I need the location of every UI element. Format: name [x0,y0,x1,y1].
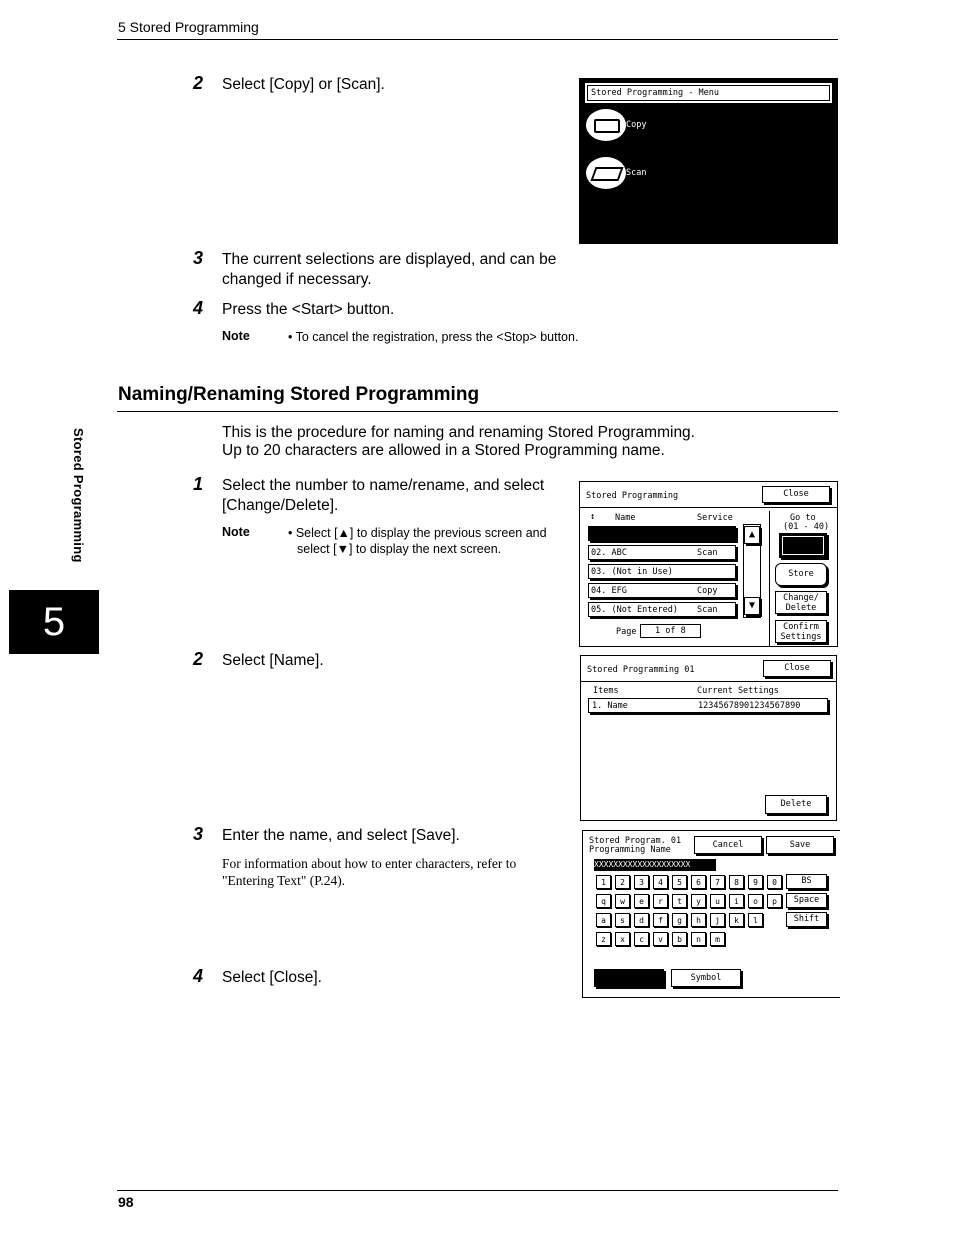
key-m[interactable]: m [710,932,725,946]
goto-number-field[interactable] [779,533,827,558]
key-5[interactable]: 5 [672,875,687,889]
backspace-key[interactable]: BS [786,874,827,889]
items-column-header: Items [593,686,619,696]
screen-items [580,655,837,821]
cancel-button[interactable]: Cancel [694,836,762,854]
running-header: 5 Stored Programming [118,19,259,35]
key-d[interactable]: d [634,913,649,927]
close-button[interactable]: Close [762,486,830,503]
page-number: 98 [118,1194,134,1210]
key-j[interactable]: j [710,913,725,927]
key-b[interactable]: b [672,932,687,946]
step-text: Select the number to name/rename, and select [Change/Delete]. [222,477,545,514]
key-7[interactable]: 7 [710,875,725,889]
items-title: Stored Programming 01 [587,665,695,675]
change-delete-button[interactable]: Change/ Delete [775,591,827,614]
step-text: Enter the name, and select [Save]. [222,827,460,844]
key-x[interactable]: x [615,932,630,946]
key-z[interactable]: z [596,932,611,946]
key-l[interactable]: l [748,913,763,927]
key-f[interactable]: f [653,913,668,927]
side-tab-label: Stored Programming [71,428,86,563]
key-6[interactable]: 6 [691,875,706,889]
key-h[interactable]: h [691,913,706,927]
list-row[interactable]: 04. EFG Copy [588,583,736,598]
name-column-header: Name [615,513,636,523]
screen-list [579,481,838,647]
goto-label: Go to [790,513,816,523]
character-mode-button[interactable] [594,969,664,987]
menu-title: Stored Programming - Menu [591,88,719,98]
key-r[interactable]: r [653,894,668,908]
list-row-selected[interactable] [588,526,736,541]
save-button[interactable]: Save [766,836,834,854]
key-t[interactable]: t [672,894,687,908]
intro-line-1: This is the procedure for naming and renaming Stored Programming. [222,424,695,441]
screen-keyboard [582,830,840,998]
note-label: Note [222,329,250,343]
shift-key[interactable]: Shift [786,912,827,927]
close-button[interactable]: Close [763,660,831,677]
copy-label[interactable]: Copy [626,120,647,130]
footer-rule [117,1190,838,1191]
step-text: Press the <Start> button. [222,301,395,318]
list-title: Stored Programming [586,491,679,501]
key-2[interactable]: 2 [615,875,630,889]
key-8[interactable]: 8 [729,875,744,889]
key-4[interactable]: 4 [653,875,668,889]
step-number: 4 [193,966,204,986]
current-settings-header: Current Settings [697,686,779,696]
note-text: • To cancel the registration, press the <Stop> button. [288,330,579,344]
key-1[interactable]: 1 [596,875,611,889]
key-s[interactable]: s [615,913,630,927]
list-row[interactable]: 02. ABC Scan [588,545,736,560]
key-k[interactable]: k [729,913,744,927]
step-number: 3 [193,248,204,268]
key-u[interactable]: u [710,894,725,908]
store-button[interactable]: Store [775,563,827,586]
note-text: • Select [▲] to display the previous screen and select [▼] to display the next screen. [288,526,547,556]
header-rule [117,39,838,40]
key-a[interactable]: a [596,913,611,927]
list-row[interactable]: 05. (Not Entered) Scan [588,602,736,617]
symbol-button[interactable]: Symbol [671,969,741,987]
space-key[interactable]: Space [786,893,827,908]
keyboard-title-2: Programming Name [589,845,671,855]
step-text: Select [Copy] or [Scan]. [222,76,385,93]
key-g[interactable]: g [672,913,687,927]
section-title: Naming/Renaming Stored Programming [118,384,480,405]
key-c[interactable]: c [634,932,649,946]
key-3[interactable]: 3 [634,875,649,889]
scan-label[interactable]: Scan [626,168,647,178]
screen-menu [579,78,838,244]
copy-icon[interactable] [586,109,626,141]
scan-icon[interactable] [586,157,626,189]
sort-arrows-icon[interactable]: ↕ [590,512,596,522]
scroll-down-button[interactable]: ▼ [744,597,760,615]
key-9[interactable]: 9 [748,875,763,889]
delete-button[interactable]: Delete [765,795,827,814]
name-row[interactable]: 1. Name 12345678901234567890 [588,698,828,713]
key-i[interactable]: i [729,894,744,908]
key-e[interactable]: e [634,894,649,908]
step-text: Select [Name]. [222,652,324,669]
key-y[interactable]: y [691,894,706,908]
step-number: 2 [193,649,204,669]
page-indicator: 1 of 8 [640,624,701,638]
step-number: 2 [193,73,204,93]
step-text: Select [Close]. [222,969,322,986]
list-row[interactable]: 03. (Not in Use) [588,564,736,579]
scroll-up-button[interactable]: ▲ [744,526,760,544]
step-number: 4 [193,298,204,318]
key-o[interactable]: o [748,894,763,908]
goto-range: (01 - 40) [783,522,830,532]
section-rule [117,411,838,412]
note-label: Note [222,525,250,539]
key-0[interactable]: 0 [767,875,782,889]
service-column-header: Service [697,513,733,523]
key-p[interactable]: p [767,894,782,908]
confirm-settings-button[interactable]: Confirm Settings [775,620,827,643]
key-q[interactable]: q [596,894,611,908]
intro-line-2: Up to 20 characters are allowed in a Stored Programming name. [222,442,665,459]
key-v[interactable]: v [653,932,668,946]
step-number: 1 [193,474,204,494]
chapter-tab: 5 [9,590,99,654]
step-text: The current selections are displayed, and can be changed if necessary. [222,251,557,288]
reference-text: For information about how to enter characters, refer to "Entering Text" (P.24). [222,856,517,888]
menu-title-bar [585,83,832,103]
key-n[interactable]: n [691,932,706,946]
page-label: Page [616,627,637,637]
key-w[interactable]: w [615,894,630,908]
keyboard-title-1: Stored Program. 01 [589,836,682,846]
step-number: 3 [193,824,204,844]
name-input-field[interactable]: XXXXXXXXXXXXXXXXXXXX [594,859,716,871]
